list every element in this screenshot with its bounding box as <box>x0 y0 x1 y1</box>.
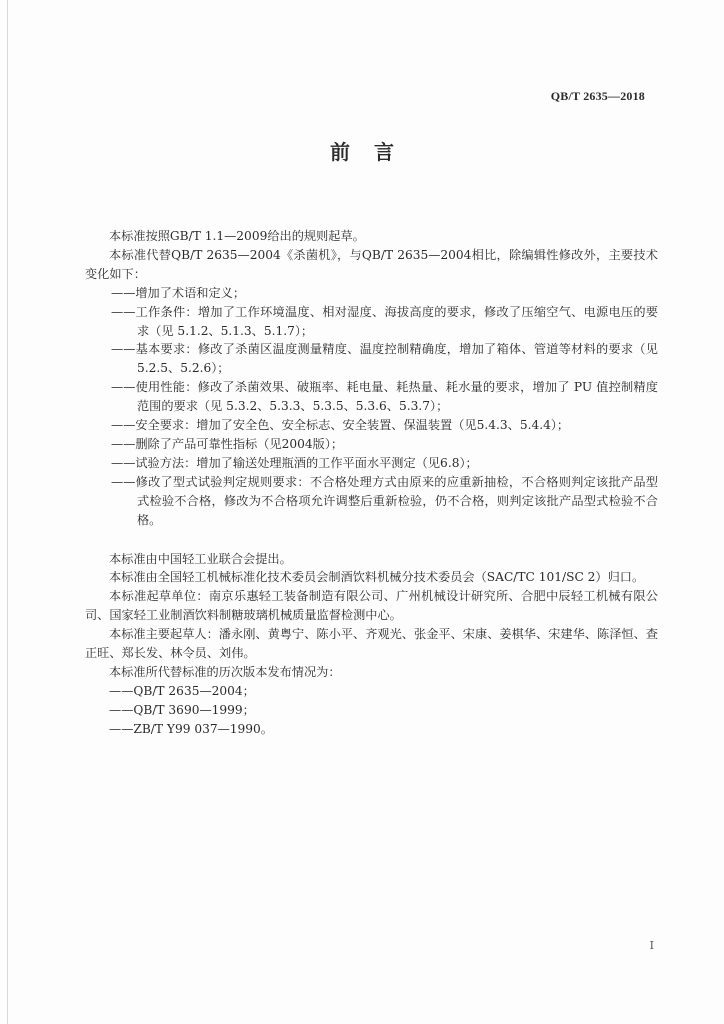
closing-paragraph: 本标准起草单位：南京乐惠轻工装备制造有限公司、广州机械设计研究所、合肥中辰轻工机械有限公司、国家轻工业制酒饮料制糖玻璃机械质量监督检测中心。 <box>85 589 658 623</box>
change-item: ——基本要求：修改了杀菌区温度测量精度、温度控制精确度，增加了箱体、管道等材料的要求（见 5.2.5、5.2.6）； <box>111 342 658 376</box>
change-item: ——工作条件：增加了工作环境温度、相对湿度、海拔高度的要求，修改了压缩空气、电源电压的要求（见 5.1.2、5.1.3、5.1.7）； <box>111 304 658 338</box>
closing-paragraph: 本标准主要起草人：潘永刚、黄粤宁、陈小平、齐观光、张金平、宋康、姜棋华、宋建华、陈泽恒、查正旺、郑长发、林令员、刘伟。 <box>85 627 658 661</box>
closing-paragraph: 本标准所代替标准的历次版本发布情况为： <box>109 664 341 679</box>
intro-paragraph: 本标准代替QB/T 2635—2004《杀菌机》，与QB/T 2635—2004相比，除编辑性修改外，主要技术变化如下： <box>85 247 658 281</box>
page-number: I <box>649 939 654 952</box>
change-item: ——使用性能：修改了杀菌效果、破瓶率、耗电量、耗热量、耗水量的要求，增加了 PU 值控制精度范围的要求（见 5.3.2、5.3.3、5.3.5、5.3.6、5.3.7）； <box>111 380 658 414</box>
history-item: ——QB/T 2635—2004； <box>109 683 255 698</box>
change-item: ——删除了产品可靠性指标（见2004版）； <box>111 436 344 451</box>
intro-paragraph: 本标准按照GB/T 1.1—2009给出的规则起草。 <box>109 229 365 243</box>
history-item: ——ZB/T Y99 037—1990。 <box>109 721 273 736</box>
page-title: 前言 <box>330 140 418 164</box>
history-item: ——QB/T 3690—1999； <box>109 702 255 717</box>
change-item: ——修改了型式试验判定规则要求：不合格处理方式由原来的应重新抽检，不合格则判定该批产品型式检验不合格，修改为不合格项允许调整后重新检验，仍不合格，则判定该批产品型式检验不合格。 <box>111 474 658 527</box>
standard-code: QB/T 2635—2018 <box>550 89 645 103</box>
change-item: ——安全要求：增加了安全色、安全标志、安全装置、保温装置（见5.4.3、5.4.4）； <box>111 418 570 433</box>
closing-paragraph: 本标准由全国轻工机械标准化技术委员会制酒饮料机械分技术委员会（SAC/TC 101/SC 2）归口。 <box>109 570 645 585</box>
closing-paragraph: 本标准由中国轻工业联合会提出。 <box>109 551 292 566</box>
section-spacer <box>85 530 658 550</box>
change-item: ——增加了术语和定义； <box>111 285 246 300</box>
foreword-body <box>85 227 658 739</box>
change-item: ——试验方法：增加了输送处理瓶酒的工作平面水平测定（见6.8）； <box>111 455 478 470</box>
